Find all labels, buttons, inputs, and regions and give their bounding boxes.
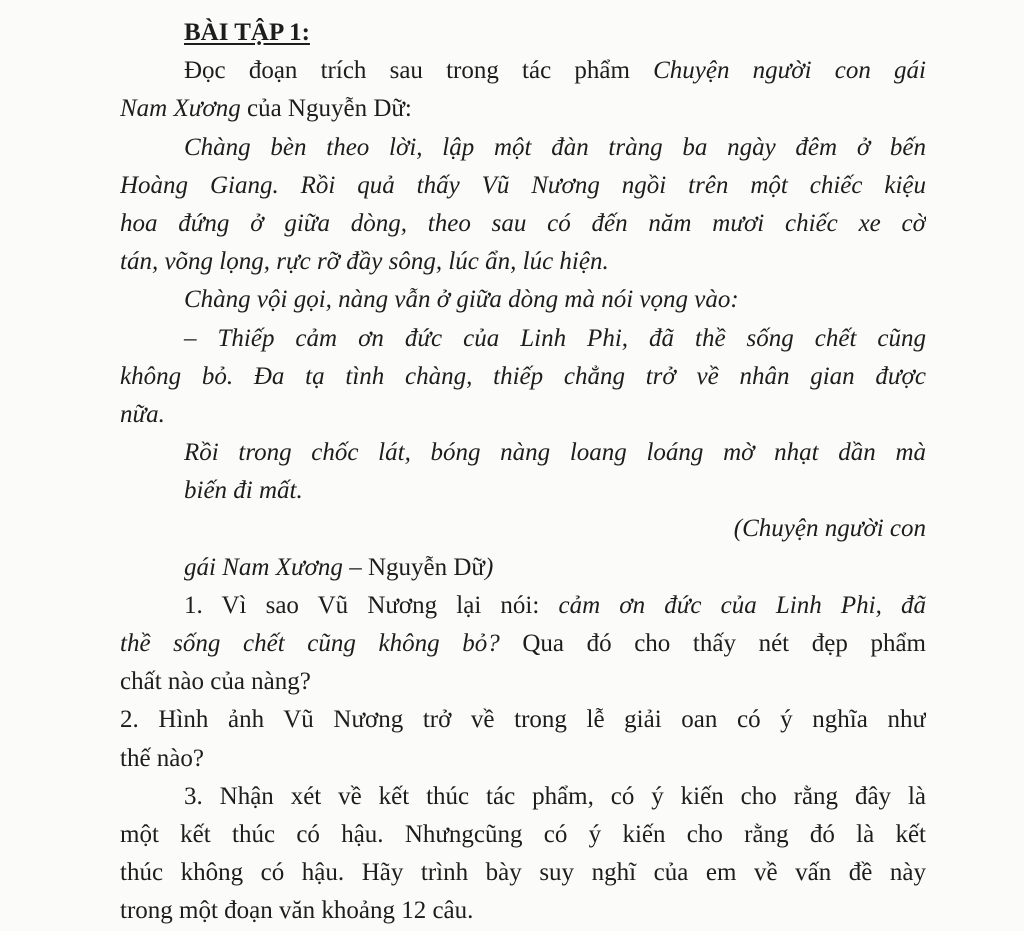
excerpt-block xyxy=(120,129,926,511)
exercise-page xyxy=(120,14,926,931)
question-line: 2. Hình ảnh Vũ Nương trở về trong lễ giải oan có ý nghĩa như xyxy=(120,706,926,734)
citation-line: (Chuyện người con xyxy=(733,515,926,543)
question-line: trong một đoạn văn khoảng 12 câu. xyxy=(120,897,474,925)
question-line: 3. Nhận xét về kết thúc tác phẩm, có ý kiến cho rằng đây là xyxy=(184,782,926,810)
excerpt-line: Hoàng Giang. Rồi quả thấy Vũ Nương ngồi trên một chiếc kiệu xyxy=(120,171,926,199)
question-line xyxy=(120,625,926,663)
question-line: chất nào của nàng? xyxy=(120,668,311,696)
excerpt-line: nữa. xyxy=(120,400,165,428)
excerpt-line: không bỏ. Đa tạ tình chàng, thiếp chẳng trở về nhân gian được xyxy=(120,362,926,390)
question-1 xyxy=(120,587,926,702)
excerpt-line: tán, võng lọng, rực rỡ đầy sông, lúc ẩn, lúc hiện. xyxy=(120,248,609,276)
excerpt-line: Rồi trong chốc lát, bóng nàng loang loáng mờ nhạt dần mà xyxy=(184,439,926,467)
intro-paragraph xyxy=(120,52,926,128)
citation-title: gái Nam Xương xyxy=(184,553,343,581)
excerpt-line: biến đi mất. xyxy=(184,477,303,505)
quote-text: thề sống chết cũng không bỏ? xyxy=(120,630,500,657)
question-line xyxy=(120,587,926,625)
excerpt-line: Chàng vội gọi, nàng vẫn ở giữa dòng mà nói vọng vào: xyxy=(184,286,739,314)
intro-line xyxy=(120,90,926,128)
exercise-title: BÀI TẬP 1: xyxy=(184,19,310,46)
quote-text: cảm ơn đức của Linh Phi, đã xyxy=(558,591,926,619)
question-line: thúc không có hậu. Hãy trình bày suy nghĩ của em về vấn đề này xyxy=(120,859,926,887)
citation-author: – Nguyễn Dữ xyxy=(342,553,485,581)
question-text: Qua đó cho thấy nét đẹp phẩm xyxy=(499,630,926,657)
excerpt-line: hoa đứng ở giữa dòng, theo sau có đến năm mươi chiếc xe cờ xyxy=(120,209,926,237)
question-line: một kết thúc có hậu. Nhưngcũng có ý kiến cho rằng đó là kết xyxy=(120,820,926,848)
work-title: Chuyện người con gái xyxy=(653,57,926,85)
question-3 xyxy=(120,778,926,931)
work-title: Nam Xương xyxy=(120,95,241,123)
citation-close: ) xyxy=(484,553,494,581)
intro-line xyxy=(120,52,926,90)
excerpt-line: Chàng bèn theo lời, lập một đàn tràng ba ngày đêm ở bến xyxy=(184,133,926,161)
excerpt-line: – Thiếp cảm ơn đức của Linh Phi, đã thề sống chết cũng xyxy=(184,324,926,352)
citation-line xyxy=(120,549,926,587)
intro-text: của Nguyễn Dữ: xyxy=(240,95,412,123)
question-line: thế nào? xyxy=(120,744,204,772)
citation xyxy=(120,510,926,586)
question-text: 1. Vì sao Vũ Nương lại nói: xyxy=(184,591,559,619)
intro-text: Đọc đoạn trích sau trong tác phẩm xyxy=(184,57,654,85)
question-2 xyxy=(120,701,926,777)
